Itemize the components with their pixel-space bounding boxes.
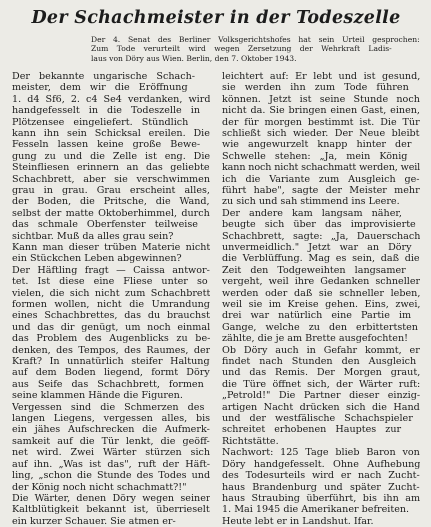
text-line: schreitet erhobenen Hauptes zur bbox=[222, 424, 402, 436]
text-line: leichtert auf: Er lebt und ist gesund, bbox=[222, 70, 420, 82]
intro-line: Zum Tode verurteilt wird wegen Zersetzung der Wehrkraft Ladis- bbox=[91, 44, 392, 54]
text-line: und der westfälische Schachspieler bbox=[222, 413, 413, 425]
text-line: sie werden ihn zum Tode führen bbox=[222, 82, 409, 94]
text-line: gung zu und die Zelle ist eng. Die bbox=[12, 150, 210, 162]
text-line: Vergessen sind die Schmerzen des bbox=[12, 401, 205, 413]
text-line: „Petrold!" Die Partner dieser einzig- bbox=[222, 390, 420, 402]
text-line: meister, dem wir die Eröffnung bbox=[12, 82, 188, 94]
text-line: die Türe öffnet sich, der Wärter ruft: bbox=[222, 378, 420, 390]
text-line: unvermeidlich." Jetzt war an Döry bbox=[222, 241, 412, 253]
text-line: ich die Variante zum Ausgleich ge- bbox=[222, 173, 420, 185]
text-line: ling, „schon die Stunde des Todes und bbox=[12, 470, 210, 482]
text-line: Richtstätte. bbox=[222, 435, 279, 447]
text-line: des Todesurteils wird er nach Zucht- bbox=[222, 470, 420, 482]
text-line: und das dir genügt, um noch einmal bbox=[12, 321, 210, 333]
text-line: artigen Nacht drücken sich die Hand bbox=[222, 401, 420, 413]
text-line: selbst der matte Oktoberhimmel, durch bbox=[12, 207, 210, 219]
text-line: der Boden, die Pritsche, die Wand, bbox=[12, 196, 210, 208]
text-line: Heute lebt er in Landshut. Ifar. bbox=[222, 515, 374, 527]
intro-line: laus von Döry aus Wien. Berlin, den 7. Oktober 1943. bbox=[91, 53, 297, 63]
text-line: Gange, welche zu den erbittertsten bbox=[222, 321, 418, 333]
left-column bbox=[12, 71, 210, 527]
text-line: vergeht, weil ihre Gedanken schneller bbox=[222, 276, 420, 288]
text-line: drei war natürlich eine Partie im bbox=[222, 310, 412, 322]
text-line: ein Stückchen Leben abgewinnen? bbox=[12, 253, 182, 265]
text-line: haus Brandenburg und später Zucht- bbox=[222, 481, 420, 493]
text-line: handgefesselt in die Todeszelle in bbox=[12, 105, 201, 117]
text-line: Schwelle stehen: „Ja, mein König bbox=[222, 150, 408, 162]
text-line: Die Wärter, denen Döry wegen seiner bbox=[12, 492, 210, 504]
text-line: Plötzensee eingeliefert. Stündlich bbox=[12, 116, 189, 128]
text-line: Kraft? In unnatürlich steifer Haltung bbox=[12, 356, 210, 368]
text-line: weil sie im Kreise gehen. Eins, zwei, bbox=[222, 299, 420, 311]
text-line: denken, des Tempos, des Raumes, der bbox=[12, 344, 210, 356]
text-line: formen wollen, nicht die Umrandung bbox=[12, 299, 210, 311]
text-line: der für morgen bestimmt ist. Die Tür bbox=[222, 116, 420, 128]
text-line: eines Schachbrettes, das du brauchst bbox=[12, 310, 210, 322]
text-line: vielen, die sich nicht zum Schachbrett bbox=[12, 287, 210, 299]
text-line: beugte sich über das improvisierte bbox=[222, 219, 416, 231]
text-line: Döry handgefesselt. Ohne Aufhebung bbox=[222, 458, 420, 470]
right-column bbox=[222, 71, 420, 527]
text-line: kann ihn sein Schicksal ereilen. Die bbox=[12, 127, 210, 139]
intro-paragraph bbox=[91, 35, 420, 63]
text-line: ein kurzer Schauer. Sie atmen er- bbox=[12, 515, 176, 527]
text-line: und das Remis. Der Morgen graut, bbox=[222, 367, 420, 379]
text-line: Nachwort: 125 Tage blieb Baron von bbox=[222, 447, 420, 459]
text-line: kann noch nicht schachmatt werden, weil bbox=[222, 162, 420, 174]
text-line: Schachbrett, sagte: „Ja, Dauerschach bbox=[222, 230, 420, 242]
text-line: werden oder daß sie schneller leben, bbox=[222, 287, 420, 299]
text-line: 1. d4 Sf6, 2. c4 Se4 verdanken, wird bbox=[12, 93, 210, 105]
text-line: Der bekannte ungarische Schach- bbox=[12, 70, 196, 82]
text-line: auf dem Boden liegend, formt Döry bbox=[12, 367, 210, 379]
text-line: zählte, die je am Brette ausgefochten! bbox=[222, 333, 408, 345]
text-line: der König noch nicht schachmatt?!" bbox=[12, 481, 187, 493]
text-line: Zeit den Todgeweihten langsamer bbox=[222, 264, 406, 276]
text-line: Ob Döry auch in Gefahr kommt, er bbox=[222, 344, 420, 356]
text-line: das Problem des Augenblicks zu be- bbox=[12, 333, 210, 345]
text-line: aus Seife das Schachbrett, formen bbox=[12, 378, 204, 390]
text-line: net wird. Zwei Wärter stürzen sich bbox=[12, 447, 210, 459]
text-line: sichtbar. Muß da alles grau sein? bbox=[12, 230, 174, 242]
text-line: können. Jetzt ist seine Stunde noch bbox=[222, 93, 420, 105]
text-line: Der Häftling fragt — Caissa antwor- bbox=[12, 264, 210, 276]
text-line: auf ihn. „Was ist das", ruft der Häft- bbox=[12, 458, 210, 470]
text-line: grau in grau. Grau erscheint alles, bbox=[12, 184, 210, 196]
text-line: Steinfliesen erinnern an das geliebte bbox=[12, 162, 210, 174]
article-body bbox=[12, 71, 420, 527]
text-line: schließt sich wieder. Der Neue bleibt bbox=[222, 127, 420, 139]
text-line: Fesseln lassen keine große Bewe- bbox=[12, 139, 201, 151]
text-line: haus Straubing überführt, bis ihn am bbox=[222, 492, 420, 504]
text-line: 1. Mai 1945 die Amerikaner befreiten. bbox=[222, 504, 410, 516]
text-line: nicht da. Sie bringen einen Gast, einen, bbox=[222, 105, 420, 117]
text-line: ein jähes Aufschrecken die Aufmerk- bbox=[12, 424, 210, 436]
intro-line: Der 4. Senat des Berliner Volksgerichtshofes hat sein Urteil gesprochen: bbox=[91, 35, 420, 44]
text-line: Kann man dieser trüben Materie nicht bbox=[12, 241, 210, 253]
text-line: die Verblüffung. Mag es sein, daß die bbox=[222, 253, 420, 265]
text-line: führt habe", sagte der Meister mehr bbox=[222, 184, 420, 196]
text-line: samkeit auf die Tür lenkt, die geöff- bbox=[12, 435, 210, 447]
text-line: Der andere kam langsam näher, bbox=[222, 207, 402, 219]
text-line: das schmale Oberfenster teilweise bbox=[12, 219, 198, 231]
text-line: findet nach Stunden den Ausgleich bbox=[222, 356, 417, 368]
text-line: Schachbrett, aber sie verschwimmen bbox=[12, 173, 210, 185]
article-title: Der Schachmeister in der Todeszelle bbox=[31, 8, 401, 28]
text-line: zu sich und sah stimmend ins Leere. bbox=[222, 196, 400, 208]
text-line: tet. Ist diese eine Fliese unter so bbox=[12, 276, 208, 288]
text-line: langen Liegens, vergessen alles, bis bbox=[12, 413, 210, 425]
text-line: Kaltblütigkeit bekannt ist, überrieselt bbox=[12, 504, 210, 516]
text-line: seine klammen Hände die Figuren. bbox=[12, 390, 183, 402]
text-line: wie angewurzelt knapp hinter der bbox=[222, 139, 412, 151]
